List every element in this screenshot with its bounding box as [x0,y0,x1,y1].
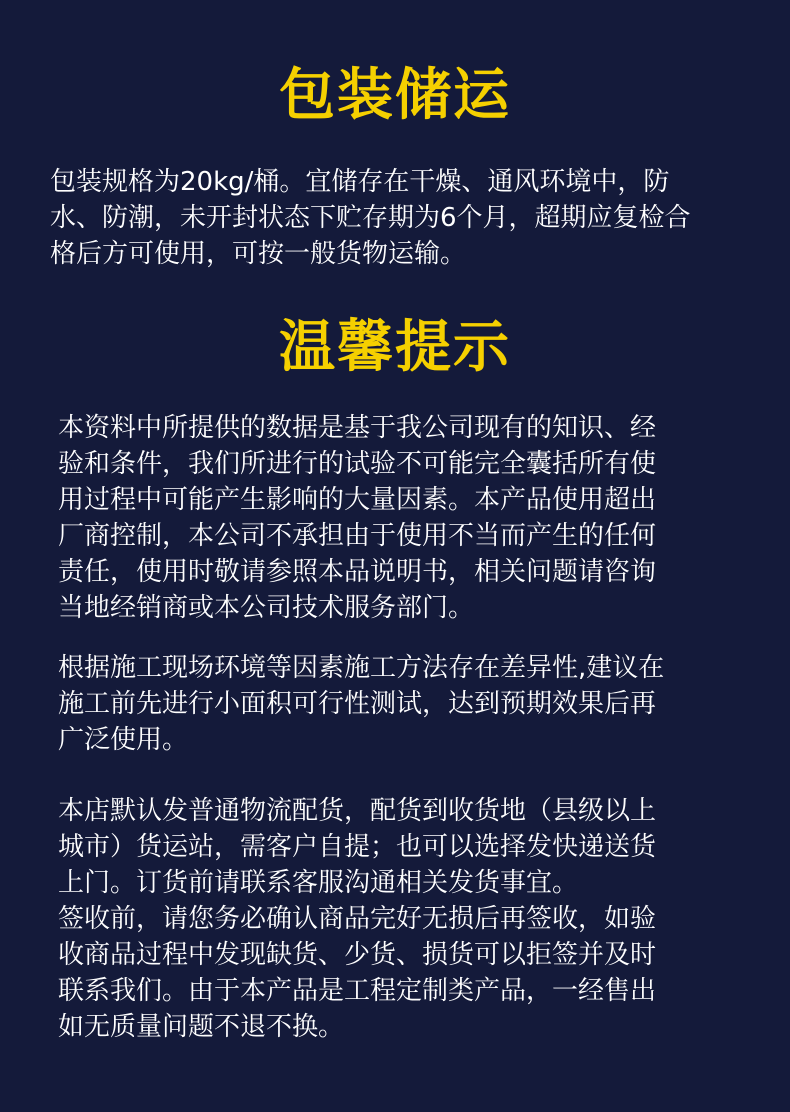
packaging-storage-title: 包装储运 [279,63,511,128]
packaging-storage-text: 包装规格为20kg/桶。宜储存在干燥、通风环境中，防 水、防潮，未开封状态下贮存期为6个月，超期应复检合 格后方可使用，可按一般货物运输。 [50,167,691,269]
warm-tips-paragraph-1: 本资料中所提供的数据是基于我公司现有的知识、经 验和条件，我们所进行的试验不可能完全囊括所有使 用过程中可能产生影响的大量因素。本产品使用超出 厂商控制，本公司不承担由于使用不当而产生的任何 责任，使用时敬请参照本品说明书，相关问题请咨询 当地经销商或本公司技术服务部门。 [58,413,657,623]
warm-tips-title: 温馨提示 [279,315,511,380]
warm-tips-paragraph-2: 根据施工现场环境等因素施工方法存在差异性,建议在 施工前先进行小面积可行性测试，达到预期效果后再 广泛使用。 [58,653,665,755]
warm-tips-paragraph-3: 本店默认发普通物流配货，配货到收货地（县级以上 城市）货运站，需客户自提；也可以选择发快递送货 上门。订货前请联系客服沟通相关发货事宜。 签收前，请您务必确认商品完好无损后再签收，如验 收商品过程中发现缺货、少货、损货可以拒签并及时 联系我们。由于本产品是工程定制类产品，一经售出 如无质量问题不退不换。 [58,796,657,1042]
